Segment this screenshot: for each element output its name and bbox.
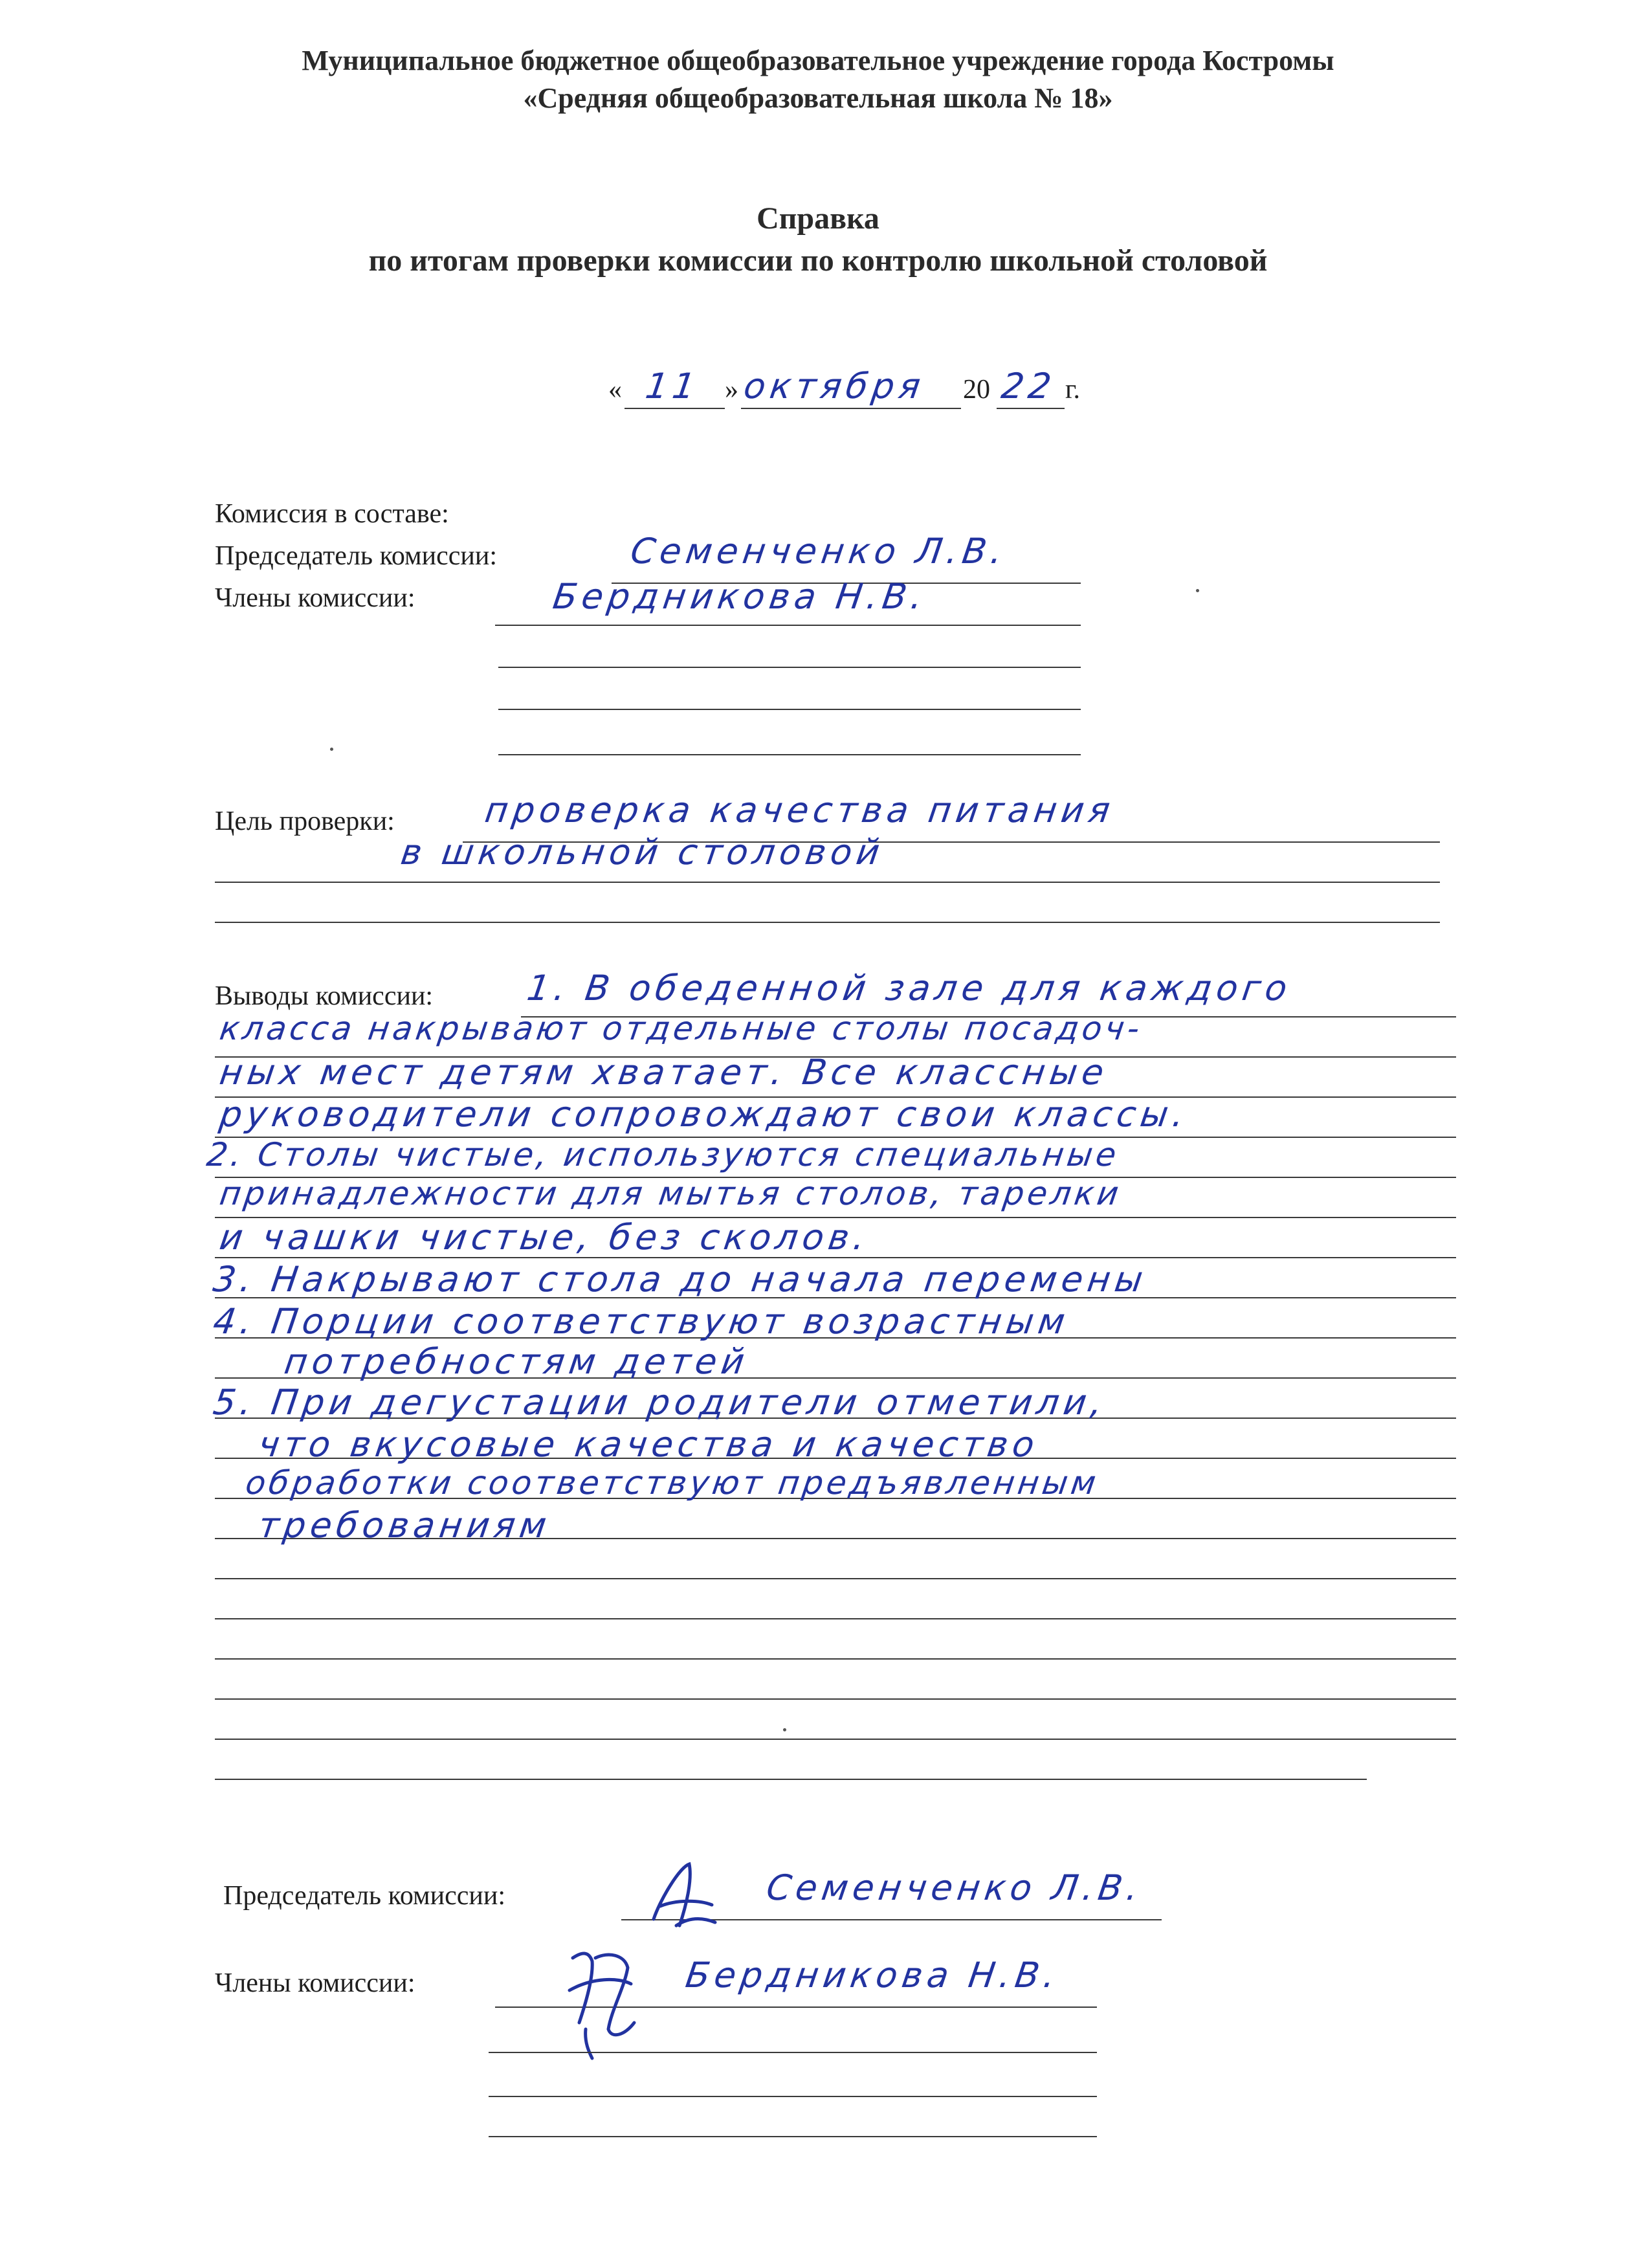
conclusion-line: 5. При дегустации родители отметили, <box>210 1382 1110 1423</box>
conclusion-line: обработки соответствуют предъявленным <box>243 1464 1101 1502</box>
member-signature-mark <box>553 1932 663 2062</box>
chair-label: Председатель комиссии: <box>215 541 497 571</box>
conclusion-line: ных мест детям хватает. Все классные <box>217 1052 1111 1093</box>
chair-signature-mark <box>641 1854 725 1939</box>
school-name-line2: «Средняя общеобразовательная школа № 18» <box>523 82 1113 114</box>
conclusion-line: что вкусовые качества и качество <box>256 1424 1042 1465</box>
purpose-label: Цель проверки: <box>215 806 395 836</box>
conclusion-line: класса накрывают отдельные столы посадоч- <box>217 1010 1145 1047</box>
date-day: 11 <box>643 366 703 406</box>
date-year-suffix: 22 <box>999 366 1059 406</box>
conclusion-line: принадлежности для мытья столов, тарелки <box>217 1175 1125 1212</box>
conclusion-line: и чашки чистые, без сколов. <box>217 1217 872 1258</box>
conclusion-line: 4. Порции соответствуют возрастным <box>210 1301 1072 1342</box>
conclusion-line: потребностям детей <box>282 1341 752 1382</box>
date-year-mark: г. <box>1065 375 1080 405</box>
conclusion-line: руководители сопровождают свои классы. <box>217 1094 1191 1135</box>
conclusion-line: 1. В обеденной зале для каждого <box>524 968 1294 1008</box>
conclusion-line: 2. Столы чистые, используются специальные <box>204 1136 1122 1173</box>
chair-value: Семенченко Л.В. <box>628 531 1010 572</box>
members-label: Члены комиссии: <box>215 583 415 613</box>
date-close-quote: » <box>725 375 738 405</box>
purpose-line2: в школьной столовой <box>398 832 887 873</box>
members-value: Бердникова Н.В. <box>550 576 930 617</box>
date-month: октября <box>741 366 928 406</box>
commission-label: Комиссия в составе: <box>215 499 449 529</box>
conclusion-line: требованиям <box>256 1505 554 1546</box>
purpose-line1: проверка качества питания <box>482 790 1118 830</box>
document-title: Справка <box>757 201 879 236</box>
conclusions-label: Выводы комиссии: <box>215 981 434 1011</box>
signature-members-name: Бердникова Н.В. <box>683 1955 1063 1996</box>
document-subtitle: по итогам проверки комиссии по контролю школьной столовой <box>368 243 1268 278</box>
signature-members-label: Члены комиссии: <box>215 1968 415 1998</box>
signature-chair-label: Председатель комиссии: <box>223 1881 505 1911</box>
conclusion-line: 3. Накрывают стола до начала перемены <box>210 1259 1150 1300</box>
signature-chair-name: Семенченко Л.В. <box>764 1867 1145 1908</box>
school-name-line1: Муниципальное бюджетное общеобразовательное учреждение города Костромы <box>302 45 1334 76</box>
date-open-quote: « <box>608 375 622 405</box>
date-year-prefix: 20 <box>963 375 990 405</box>
